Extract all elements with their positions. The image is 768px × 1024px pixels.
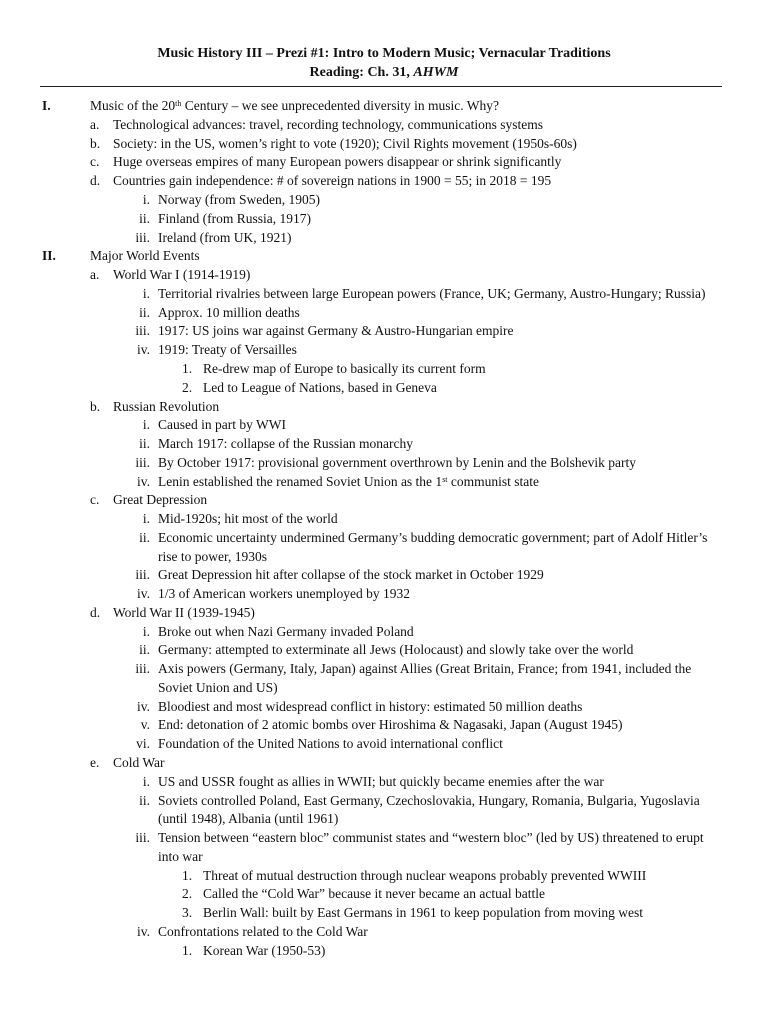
outline-item: Huge overseas empires of many European powers disappear or shrink significantly	[113, 154, 562, 169]
outline-item: Russian Revolution	[113, 399, 220, 414]
reading-assignment	[0, 64, 768, 82]
item-marker: iii.	[135, 567, 150, 582]
outline-item: Society: in the US, women’s right to vote (1920); Civil Rights movement (1950s-60s)	[113, 136, 577, 151]
document-title: Music History III – Prezi #1: Intro to Modern Music; Vernacular Traditions	[157, 46, 611, 61]
item-marker: 3.	[182, 905, 193, 920]
item-marker: ii.	[139, 642, 150, 657]
item-marker: iv.	[137, 342, 150, 357]
reading-prefix: Reading: Ch. 31,	[309, 65, 414, 80]
outline-item-continuation: into war	[158, 849, 203, 864]
item-marker: 1.	[182, 943, 193, 958]
item-marker: iii.	[135, 230, 150, 245]
outline-item-continuation: (until 1948), Albania (until 1961)	[158, 811, 339, 826]
item-marker: c.	[90, 492, 100, 507]
item-marker: iv.	[137, 924, 150, 939]
outline-item: Mid-1920s; hit most of the world	[158, 511, 338, 526]
outline-item: US and USSR fought as allies in WWII; but quickly became enemies after the war	[158, 774, 604, 789]
item-marker: a.	[90, 267, 100, 282]
outline-item: Germany: attempted to exterminate all Jews (Holocaust) and slowly take over the world	[158, 642, 634, 657]
outline-item: Caused in part by WWI	[158, 417, 286, 432]
item-marker: ii.	[139, 436, 150, 451]
item-marker: b.	[90, 399, 101, 414]
outline-item: Soviets controlled Poland, East Germany, Czechoslovakia, Hungary, Romania, Bulgaria, Yugoslavia	[158, 793, 700, 808]
outline-item: Threat of mutual destruction through nuclear weapons probably prevented WWIII	[203, 868, 647, 883]
outline-item: Great Depression	[113, 492, 208, 507]
outline-item: 1/3 of American workers unemployed by 1932	[158, 586, 410, 601]
outline-item: Ireland (from UK, 1921)	[158, 230, 292, 245]
outline-item: Led to League of Nations, based in Geneva	[203, 380, 437, 395]
item-marker: ii.	[139, 530, 150, 545]
section-marker: II.	[42, 248, 56, 263]
outline-item: March 1917: collapse of the Russian monarchy	[158, 436, 413, 451]
outline-item: By October 1917: provisional government overthrown by Lenin and the Bolshevik party	[158, 455, 637, 470]
item-marker: vi.	[136, 736, 150, 751]
outline-item: Bloodiest and most widespread conflict in history: estimated 50 million deaths	[158, 699, 583, 714]
item-marker: iv.	[137, 474, 150, 489]
outline-item: Great Depression hit after collapse of the stock market in October 1929	[158, 567, 544, 582]
outline-item: Axis powers (Germany, Italy, Japan) against Allies (Great Britain, France; from 1941, included the	[158, 661, 692, 676]
outline-item: Lenin established the renamed Soviet Union as the 1st communist state	[158, 474, 540, 489]
header-rule	[40, 86, 722, 87]
item-marker: d.	[90, 173, 101, 188]
outline-item: Korean War (1950-53)	[203, 943, 326, 958]
item-marker: iv.	[137, 586, 150, 601]
item-marker: i.	[142, 774, 150, 789]
outline-item: Economic uncertainty undermined Germany’s budding democratic government; part of Adolf Hitler’s	[158, 530, 708, 545]
outline-item: Approx. 10 million deaths	[158, 305, 300, 320]
outline-item: 1917: US joins war against Germany & Austro-Hungarian empire	[158, 323, 514, 338]
item-marker: i.	[142, 417, 150, 432]
outline-item: Norway (from Sweden, 1905)	[158, 192, 320, 207]
section-heading: Major World Events	[90, 248, 200, 263]
item-marker: 1.	[182, 361, 193, 376]
item-marker: iii.	[135, 661, 150, 676]
outline-item: Foundation of the United Nations to avoid international conflict	[158, 736, 503, 751]
outline-item: Re-drew map of Europe to basically its current form	[203, 361, 486, 376]
section-heading: Music of the 20th Century – we see unprecedented diversity in music. Why?	[90, 98, 500, 113]
item-marker: i.	[142, 286, 150, 301]
item-marker: ii.	[139, 211, 150, 226]
outline-item: World War II (1939-1945)	[113, 605, 255, 620]
item-marker: 2.	[182, 380, 193, 395]
item-marker: v.	[140, 717, 150, 732]
outline-item: Territorial rivalries between large European powers (France, UK; Germany, Austro-Hungary; Russia)	[158, 286, 706, 301]
outline-item: Broke out when Nazi Germany invaded Poland	[158, 624, 414, 639]
outline-item: Called the “Cold War” because it never became an actual battle	[203, 886, 546, 901]
item-marker: iv.	[137, 699, 150, 714]
outline-item: World War I (1914-1919)	[113, 267, 251, 282]
item-marker: iii.	[135, 323, 150, 338]
outline-item-continuation: rise to power, 1930s	[158, 549, 267, 564]
item-marker: iii.	[135, 830, 150, 845]
item-marker: i.	[142, 192, 150, 207]
outline-item: Tension between “eastern bloc” communist states and “western bloc” (led by US) threatened to erupt	[158, 830, 704, 845]
item-marker: c.	[90, 154, 100, 169]
item-marker: 2.	[182, 886, 193, 901]
item-marker: b.	[90, 136, 101, 151]
item-marker: i.	[142, 511, 150, 526]
item-marker: d.	[90, 605, 101, 620]
reading-book: AHWM	[413, 65, 459, 80]
outline-item: Confrontations related to the Cold War	[158, 924, 368, 939]
item-marker: ii.	[139, 793, 150, 808]
outline-item: Countries gain independence: # of sovereign nations in 1900 = 55; in 2018 = 195	[113, 173, 552, 188]
outline-item: Finland (from Russia, 1917)	[158, 211, 311, 226]
item-marker: 1.	[182, 868, 193, 883]
item-marker: a.	[90, 117, 100, 132]
outline-item-continuation: Soviet Union and US)	[158, 680, 278, 695]
section-marker: I.	[42, 98, 51, 113]
outline-item: Cold War	[113, 755, 165, 770]
item-marker: ii.	[139, 305, 150, 320]
item-marker: e.	[90, 755, 100, 770]
outline-item: Berlin Wall: built by East Germans in 1961 to keep population from moving west	[203, 905, 643, 920]
outline-item: 1919: Treaty of Versailles	[158, 342, 297, 357]
item-marker: iii.	[135, 455, 150, 470]
outline-item: Technological advances: travel, recording technology, communications systems	[113, 117, 544, 132]
outline-item: End: detonation of 2 atomic bombs over Hiroshima & Nagasaki, Japan (August 1945)	[158, 717, 623, 732]
item-marker: i.	[142, 624, 150, 639]
